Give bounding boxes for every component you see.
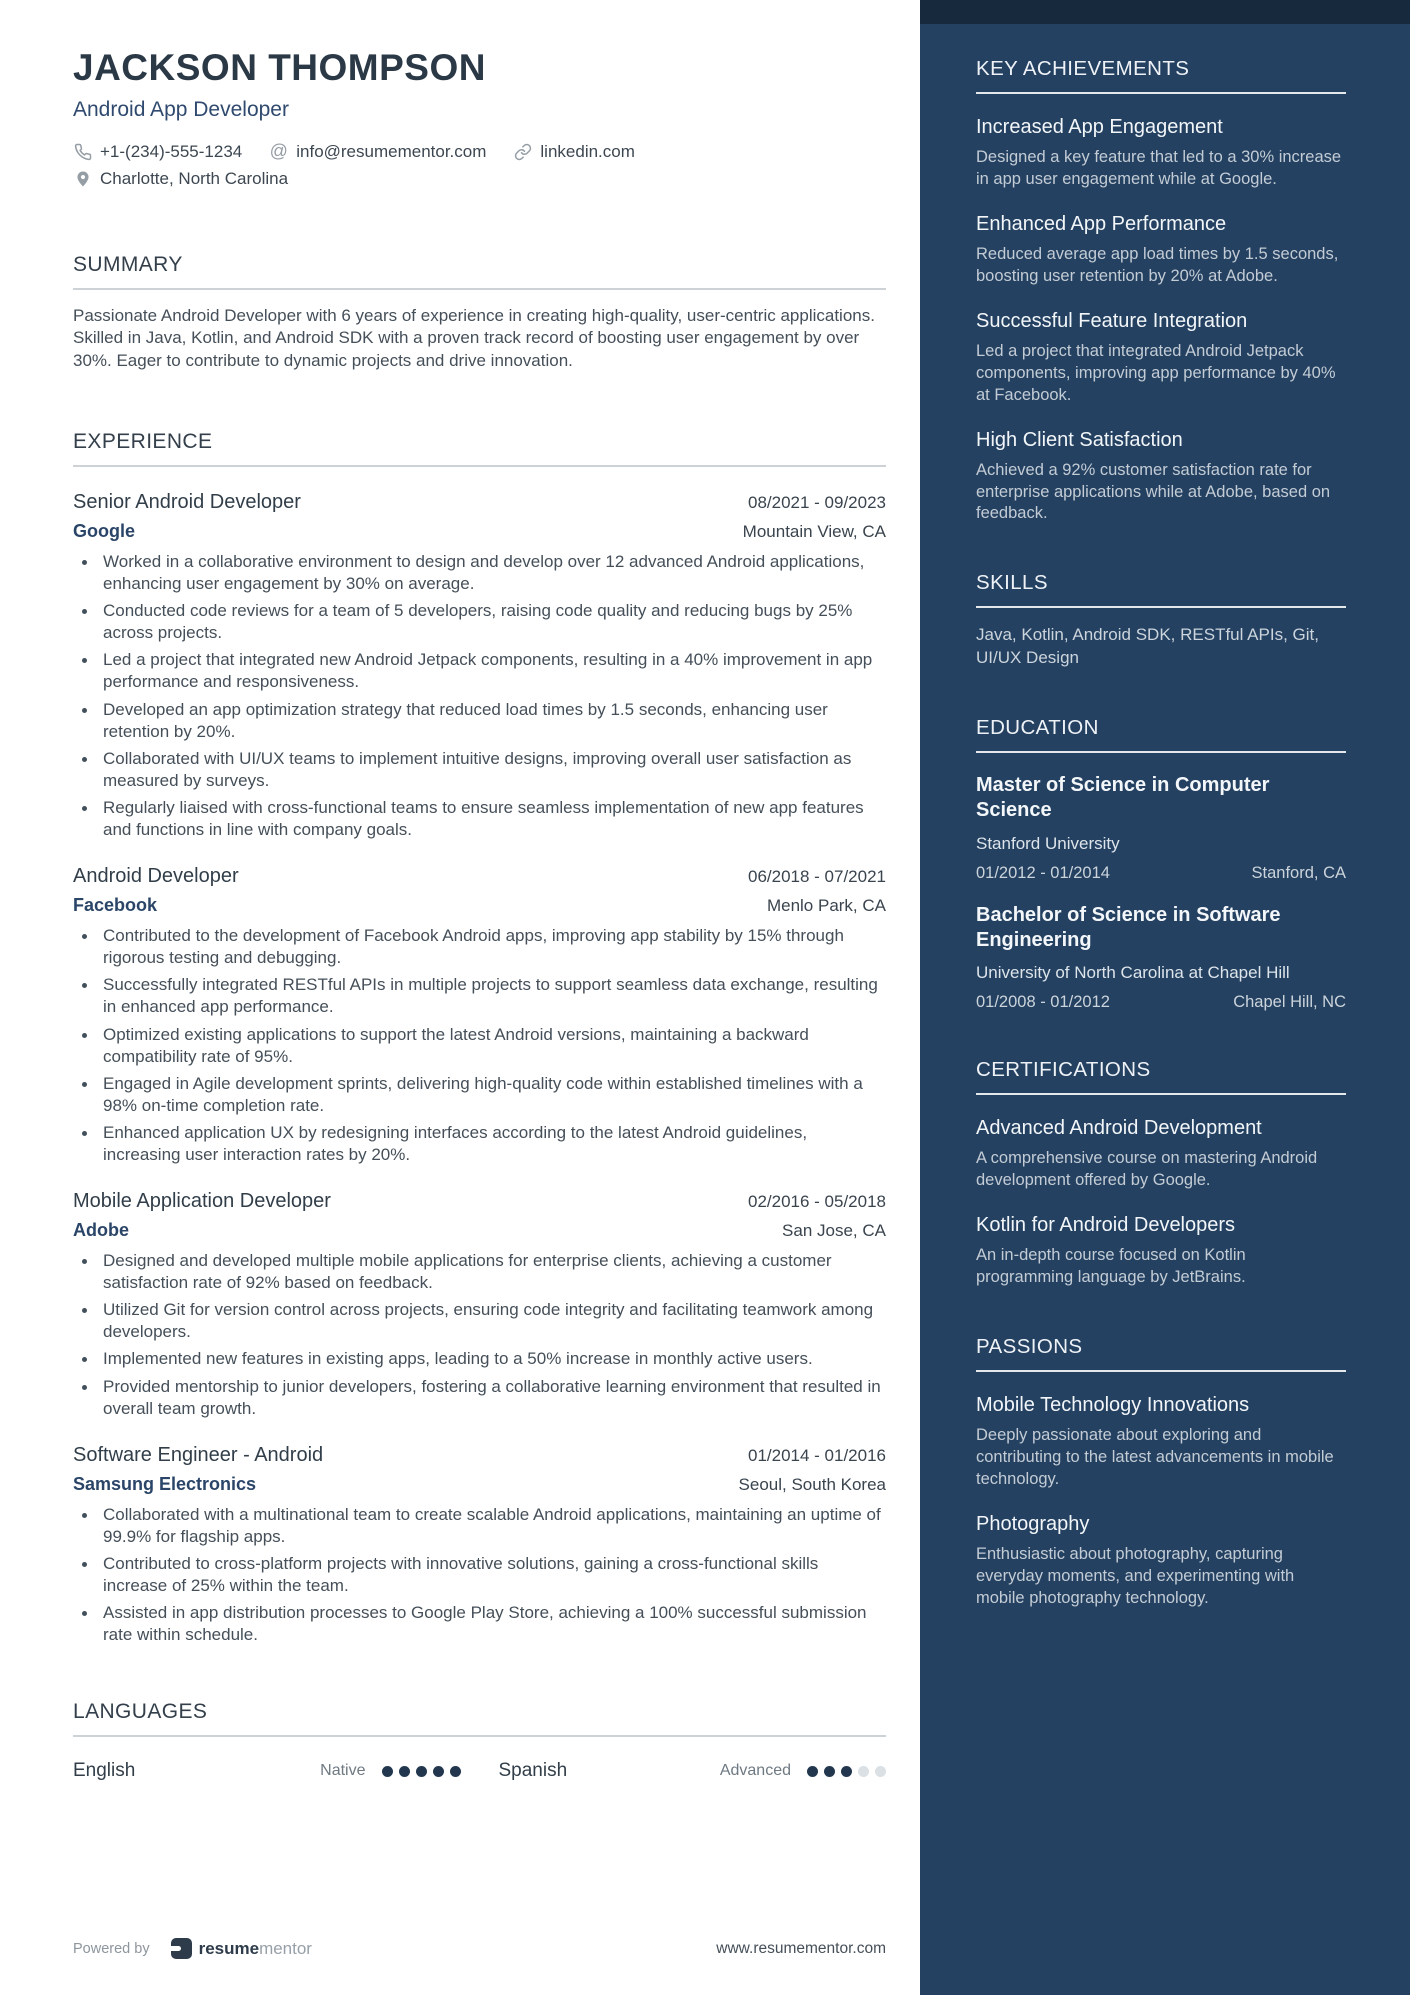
- footer-url[interactable]: www.resumementor.com: [716, 1939, 886, 1957]
- bullet-item: Contributed to cross-platform projects with innovative solutions, gaining a cross-functional skills increase of 25% within the team.: [73, 1553, 886, 1597]
- achievement-title: Increased App Engagement: [976, 116, 1223, 138]
- job-bullets: [73, 1504, 886, 1647]
- email-item[interactable]: [269, 142, 486, 162]
- education-section: [976, 716, 1346, 1012]
- location-pin-icon: [73, 169, 92, 188]
- achievement-text: Designed a key feature that led to a 30% increase in app user engagement while at Google.: [976, 148, 1342, 188]
- bullet-item: Developed an app optimization strategy that reduced load times by 1.5 seconds, enhancing user retention by 20%.: [73, 699, 886, 743]
- certification-item: [976, 1116, 1346, 1192]
- education-school: Stanford University: [976, 833, 1120, 853]
- passions-section: [976, 1335, 1346, 1610]
- sidebar-divider: [976, 1093, 1346, 1095]
- sidebar-divider: [976, 92, 1346, 94]
- languages-heading: LANGUAGES: [73, 1700, 208, 1724]
- bullet-item: Collaborated with UI/UX teams to implement intuitive designs, improving overall user satisfaction as measured by surveys.: [73, 748, 886, 792]
- achievement-title: Successful Feature Integration: [976, 309, 1248, 332]
- job-bullets: [73, 1250, 886, 1420]
- passion-text: Enthusiastic about photography, capturing everyday moments, and experimenting with mobile photography technology.: [976, 1544, 1295, 1607]
- job-title: Android Developer: [73, 865, 239, 888]
- education-location: Stanford, CA: [1251, 863, 1346, 882]
- bullet-item: Regularly liaised with cross-functional teams to ensure seamless implementation of new app features and functions in line with company goals.: [73, 797, 886, 841]
- passion-title: Photography: [976, 1512, 1090, 1535]
- resumementor-logo-icon: [171, 1938, 192, 1959]
- language-level-label: Advanced: [719, 1762, 791, 1780]
- phone-item[interactable]: [73, 142, 242, 162]
- achievement-title: High Client Satisfaction: [976, 428, 1183, 451]
- language-level-dots: [807, 1766, 886, 1777]
- section-divider: [73, 465, 886, 467]
- job-company: Adobe: [73, 1220, 129, 1241]
- education-heading: EDUCATION: [976, 716, 1099, 740]
- certification-text: An in-depth course focused on Kotlin programming language by JetBrains.: [976, 1246, 1246, 1286]
- achievement-item: [976, 309, 1346, 407]
- education-entry: [976, 773, 1346, 882]
- job-title: Software Engineer - Android: [73, 1443, 324, 1466]
- job-title: Senior Android Developer: [73, 491, 301, 513]
- certifications-heading: CERTIFICATIONS: [976, 1058, 1151, 1082]
- achievement-text: Achieved a 92% customer satisfaction rate for enterprise applications while at Adobe, based on feedback.: [976, 460, 1331, 523]
- certifications-section: [976, 1058, 1346, 1289]
- language-level-dots: [382, 1766, 461, 1777]
- brand-name-bold: resume: [198, 1938, 260, 1958]
- language-name: English: [73, 1760, 136, 1782]
- at-icon: @: [269, 141, 288, 162]
- certification-title: Kotlin for Android Developers: [976, 1214, 1236, 1237]
- bullet-item: Led a project that integrated new Android Jetpack components, resulting in a 40% improvement in app performance and responsiveness.: [73, 649, 886, 693]
- summary-heading: SUMMARY: [73, 252, 183, 276]
- phone-number: +1-(234)-555-1234: [100, 141, 243, 161]
- bullet-item: Contributed to the development of Facebook Android apps, improving app stability by 15% through rigorous testing and debugging.: [73, 925, 886, 969]
- powered-by-label: Powered by: [73, 1940, 150, 1957]
- education-degree: Bachelor of Science in Software Engineering: [976, 903, 1281, 951]
- job-entry: [73, 865, 886, 1166]
- location-text: Charlotte, North Carolina: [100, 168, 289, 188]
- website-url: linkedin.com: [540, 141, 635, 161]
- certification-item: [976, 1213, 1346, 1289]
- passion-item: [976, 1512, 1346, 1610]
- passion-title: Mobile Technology Innovations: [976, 1393, 1250, 1416]
- languages-section: [73, 1700, 886, 1782]
- job-location: Seoul, South Korea: [738, 1474, 886, 1494]
- job-dates: 08/2021 - 09/2023: [747, 493, 886, 512]
- language-entry: [499, 1760, 887, 1782]
- education-location: Chapel Hill, NC: [1233, 993, 1346, 1012]
- experience-heading: EXPERIENCE: [73, 430, 213, 453]
- achievements-section: [976, 57, 1346, 525]
- achievement-item: [976, 428, 1346, 526]
- bullet-item: Successfully integrated RESTful APIs in multiple projects to support seamless data exchange, resulting in enhanced app performance.: [73, 974, 886, 1018]
- website-item[interactable]: [513, 142, 635, 162]
- job-entry: [73, 1444, 886, 1647]
- contact-info: [73, 142, 886, 189]
- bullet-item: Collaborated with a multinational team to create scalable Android applications, maintaining an uptime of 99.9% for flagship apps.: [73, 1504, 886, 1548]
- skills-list: Java, Kotlin, Android SDK, RESTful APIs, Git, UI/UX Design: [976, 625, 1319, 668]
- section-divider: [73, 1735, 886, 1737]
- passion-text: Deeply passionate about exploring and contributing to the latest advancements in mobile technology.: [976, 1425, 1334, 1488]
- skills-heading: SKILLS: [976, 571, 1048, 595]
- job-entry: [73, 1190, 886, 1420]
- job-company: Google: [73, 521, 135, 541]
- achievement-text: Reduced average app load times by 1.5 seconds, boosting user retention by 20% at Adobe.: [976, 244, 1339, 285]
- education-entry: [976, 903, 1346, 1012]
- job-location: Mountain View, CA: [742, 522, 886, 541]
- person-name: JACKSON THOMPSON: [73, 47, 486, 88]
- brand-name-light: mentor: [259, 1938, 312, 1958]
- skills-section: [976, 571, 1346, 670]
- sidebar-divider: [976, 1370, 1346, 1372]
- bullet-item: Assisted in app distribution processes to Google Play Store, achieving a 100% successful submission rate within schedule.: [73, 1602, 886, 1646]
- language-name: Spanish: [498, 1760, 568, 1782]
- contact-row-2: [73, 169, 886, 189]
- bullet-item: Utilized Git for version control across projects, ensuring code integrity and facilitating teamwork among developers.: [73, 1299, 886, 1343]
- bullet-item: Enhanced application UX by redesigning interfaces according to the latest Android guidelines, increasing user interaction rates by 20%.: [73, 1122, 886, 1166]
- job-title: Mobile Application Developer: [73, 1190, 331, 1213]
- page-footer: [73, 1938, 886, 1959]
- person-title: Android App Developer: [73, 97, 289, 121]
- contact-row-1: [73, 142, 886, 162]
- section-divider: [73, 288, 886, 290]
- bullet-item: Engaged in Agile development sprints, delivering high-quality code within established timelines with a 98% on-time completion rate.: [73, 1073, 886, 1117]
- sidebar-divider: [976, 606, 1346, 608]
- education-school: University of North Carolina at Chapel Hill: [976, 963, 1290, 983]
- passions-heading: PASSIONS: [976, 1334, 1083, 1358]
- achievements-heading: KEY ACHIEVEMENTS: [976, 57, 1190, 80]
- bullet-item: Implemented new features in existing apps, leading to a 50% increase in monthly active users.: [73, 1348, 886, 1370]
- achievement-item: [976, 212, 1346, 288]
- job-location: Menlo Park, CA: [766, 896, 886, 916]
- experience-section: [73, 430, 886, 1646]
- sidebar-divider: [976, 751, 1346, 753]
- bullet-item: Optimized existing applications to support the latest Android versions, maintaining a backward compatibility rate of 95%.: [73, 1024, 886, 1068]
- bullet-item: Designed and developed multiple mobile applications for enterprise clients, achieving a customer satisfaction rate of 92% based on feedback.: [73, 1250, 886, 1294]
- job-bullets: [73, 925, 886, 1166]
- achievement-title: Enhanced App Performance: [976, 212, 1227, 235]
- job-entry: [73, 491, 886, 841]
- summary-section: [73, 253, 886, 372]
- education-dates: 01/2012 - 01/2014: [976, 863, 1110, 882]
- job-dates: 02/2016 - 05/2018: [747, 1192, 886, 1212]
- education-degree: Master of Science in Computer Science: [976, 774, 1270, 822]
- phone-icon: [73, 142, 92, 161]
- job-location: San Jose, CA: [782, 1221, 886, 1241]
- summary-text: Passionate Android Developer with 6 years of experience in creating high-quality, user-centric applications. Skilled in Java, Kotlin, and Android SDK with a proven track record of boosting user engagement by over 30%. Eager to contribute to dynamic projects and drive innovation.: [73, 305, 875, 370]
- job-bullets: [73, 551, 886, 841]
- language-level-label: Native: [320, 1762, 366, 1780]
- languages-row: [73, 1760, 886, 1782]
- achievement-text: Led a project that integrated Android Jetpack components, improving app performance by 40% at Facebook.: [976, 341, 1336, 404]
- certification-text: A comprehensive course on mastering Android development offered by Google.: [976, 1149, 1318, 1190]
- location-item: [73, 169, 288, 189]
- job-dates: 01/2014 - 01/2016: [747, 1445, 886, 1465]
- job-dates: 06/2018 - 07/2021: [747, 867, 886, 887]
- education-dates: 01/2008 - 01/2012: [976, 993, 1110, 1012]
- email-address: info@resumementor.com: [296, 141, 487, 161]
- link-icon: [513, 142, 532, 161]
- job-company: Facebook: [73, 895, 158, 916]
- bullet-item: Conducted code reviews for a team of 5 developers, raising code quality and reducing bugs by 25% across projects.: [73, 600, 886, 644]
- brand-logo-group[interactable]: [171, 1938, 312, 1959]
- bullet-item: Provided mentorship to junior developers, fostering a collaborative learning environment that resulted in overall team growth.: [73, 1376, 886, 1420]
- job-company: Samsung Electronics: [73, 1473, 257, 1494]
- certification-title: Advanced Android Development: [976, 1117, 1262, 1140]
- language-entry: [73, 1760, 461, 1782]
- sidebar-top-strip: [920, 0, 1410, 24]
- achievement-item: [976, 115, 1346, 191]
- resume-sidebar: [920, 0, 1410, 1995]
- bullet-item: Worked in a collaborative environment to design and develop over 12 advanced Android applications, enhancing user engagement by 30% on average.: [73, 551, 886, 595]
- passion-item: [976, 1393, 1346, 1491]
